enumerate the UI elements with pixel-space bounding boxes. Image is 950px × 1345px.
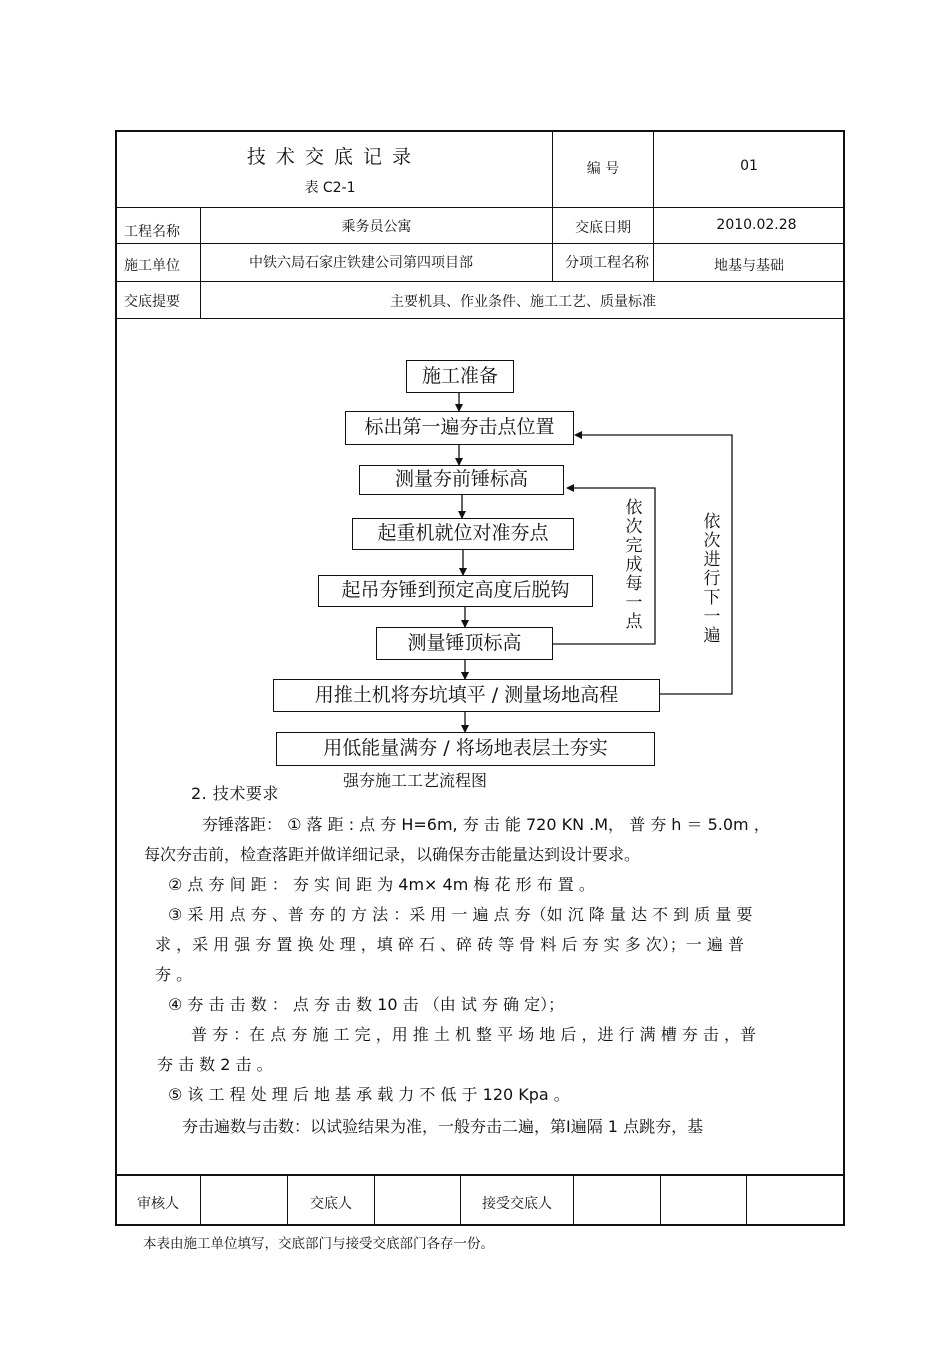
body-line: 每次夯击前，检查落距并做详细记录，以确保夯击能量达到设计要求。 bbox=[144, 845, 641, 864]
body-line: ⑤ 该 工 程 处 理 后 地 基 承 载 力 不 低 于 120 Kpa 。 bbox=[168, 1085, 570, 1104]
subproject-name: 地基与基础 bbox=[714, 258, 784, 274]
number-label: 编 号 bbox=[586, 161, 620, 177]
divider bbox=[573, 1175, 574, 1226]
subproject-label: 分项工程名称 bbox=[565, 255, 649, 271]
body-line: 夯 。 bbox=[155, 965, 193, 984]
body-line: 夯击遍数与击数：以试验结果为准，一般夯击二遍，第Ⅰ遍隔 1 点跳夯，基 bbox=[182, 1117, 704, 1136]
body-line: 夯锤落距： ① 落 距 : 点 夯 H=6m, 夯 击 能 720 KN .M， 普 夯 h ＝ 5.0m ， bbox=[202, 815, 770, 834]
divider bbox=[115, 1174, 845, 1176]
body-line: ③ 采 用 点 夯 、普 夯 的 方 法 ：采 用 一 遍 点 夯（如 沉 降 量 达 不 到 质 量 要 bbox=[168, 905, 753, 924]
unit-label: 施工单位 bbox=[124, 258, 180, 274]
section-heading: 2. 技术要求 bbox=[191, 784, 279, 803]
flow-step-low-energy: 用低能量满夯 / 将场地表层土夯实 bbox=[276, 732, 655, 766]
footer-note: 本表由施工单位填写，交底部门与接受交底部门各存一份。 bbox=[143, 1236, 494, 1252]
form-number: 表 C2-1 bbox=[304, 180, 356, 196]
flow-step-measure-top: 测量锤顶标高 bbox=[376, 627, 553, 660]
flowchart-caption: 强夯施工工艺流程图 bbox=[343, 771, 488, 790]
flow-step-fill-pits: 用推土机将夯坑填平 / 测量场地高程 bbox=[273, 679, 660, 712]
divider bbox=[746, 1175, 747, 1226]
divider bbox=[200, 1175, 201, 1226]
reviewer-label: 审核人 bbox=[137, 1196, 179, 1212]
construction-unit: 中铁六局石家庄铁建公司第四项目部 bbox=[249, 255, 473, 271]
receiver-label: 接受交底人 bbox=[482, 1196, 552, 1212]
flow-step-measure-before: 测量夯前锤标高 bbox=[359, 465, 564, 495]
flow-step-prepare: 施工准备 bbox=[406, 360, 514, 393]
date-value: 2010.02.28 bbox=[716, 217, 797, 233]
project-name-label: 工程名称 bbox=[124, 224, 180, 240]
body-line: 求 ，采 用 强 夯 置 换 处 理 ，填 碎 石 、碎 砖 等 骨 料 后 夯 实 多 次）；一 遍 普 bbox=[155, 935, 744, 954]
divider bbox=[660, 1175, 661, 1226]
divider bbox=[374, 1175, 375, 1226]
summary: 主要机具、作业条件、施工工艺、质量标准 bbox=[390, 294, 656, 310]
flow-step-lift-release: 起吊夯锤到预定高度后脱钩 bbox=[318, 575, 593, 607]
flow-step-crane-position: 起重机就位对准夯点 bbox=[352, 518, 574, 550]
body-line: ④ 夯 击 击 数 ： 点 夯 击 数 10 击 （由 试 夯 确 定）； bbox=[168, 995, 565, 1014]
date-label: 交底日期 bbox=[575, 220, 631, 236]
body-line: ② 点 夯 间 距 ： 夯 实 间 距 为 4m× 4m 梅 花 形 布 置 。 bbox=[168, 875, 595, 894]
discloser-label: 交底人 bbox=[310, 1196, 352, 1212]
body-line: 夯 击 数 2 击 。 bbox=[157, 1055, 273, 1074]
body-line: 普 夯 ：在 点 夯 施 工 完 ，用 推 土 机 整 平 场 地 后 ，进 行 满 槽 夯 击 ，普 bbox=[191, 1025, 756, 1044]
loop-outer-label: 依次进行下一遍 bbox=[703, 512, 721, 646]
summary-label: 交底提要 bbox=[124, 294, 180, 310]
project-name: 乘务员公寓 bbox=[341, 219, 412, 235]
form-title: 技 术 交 底 记 录 bbox=[246, 146, 414, 168]
flow-step-mark-points: 标出第一遍夯击点位置 bbox=[345, 411, 574, 445]
loop-inner-label: 依次完成每一点 bbox=[625, 498, 643, 632]
number-value: 01 bbox=[740, 158, 758, 174]
